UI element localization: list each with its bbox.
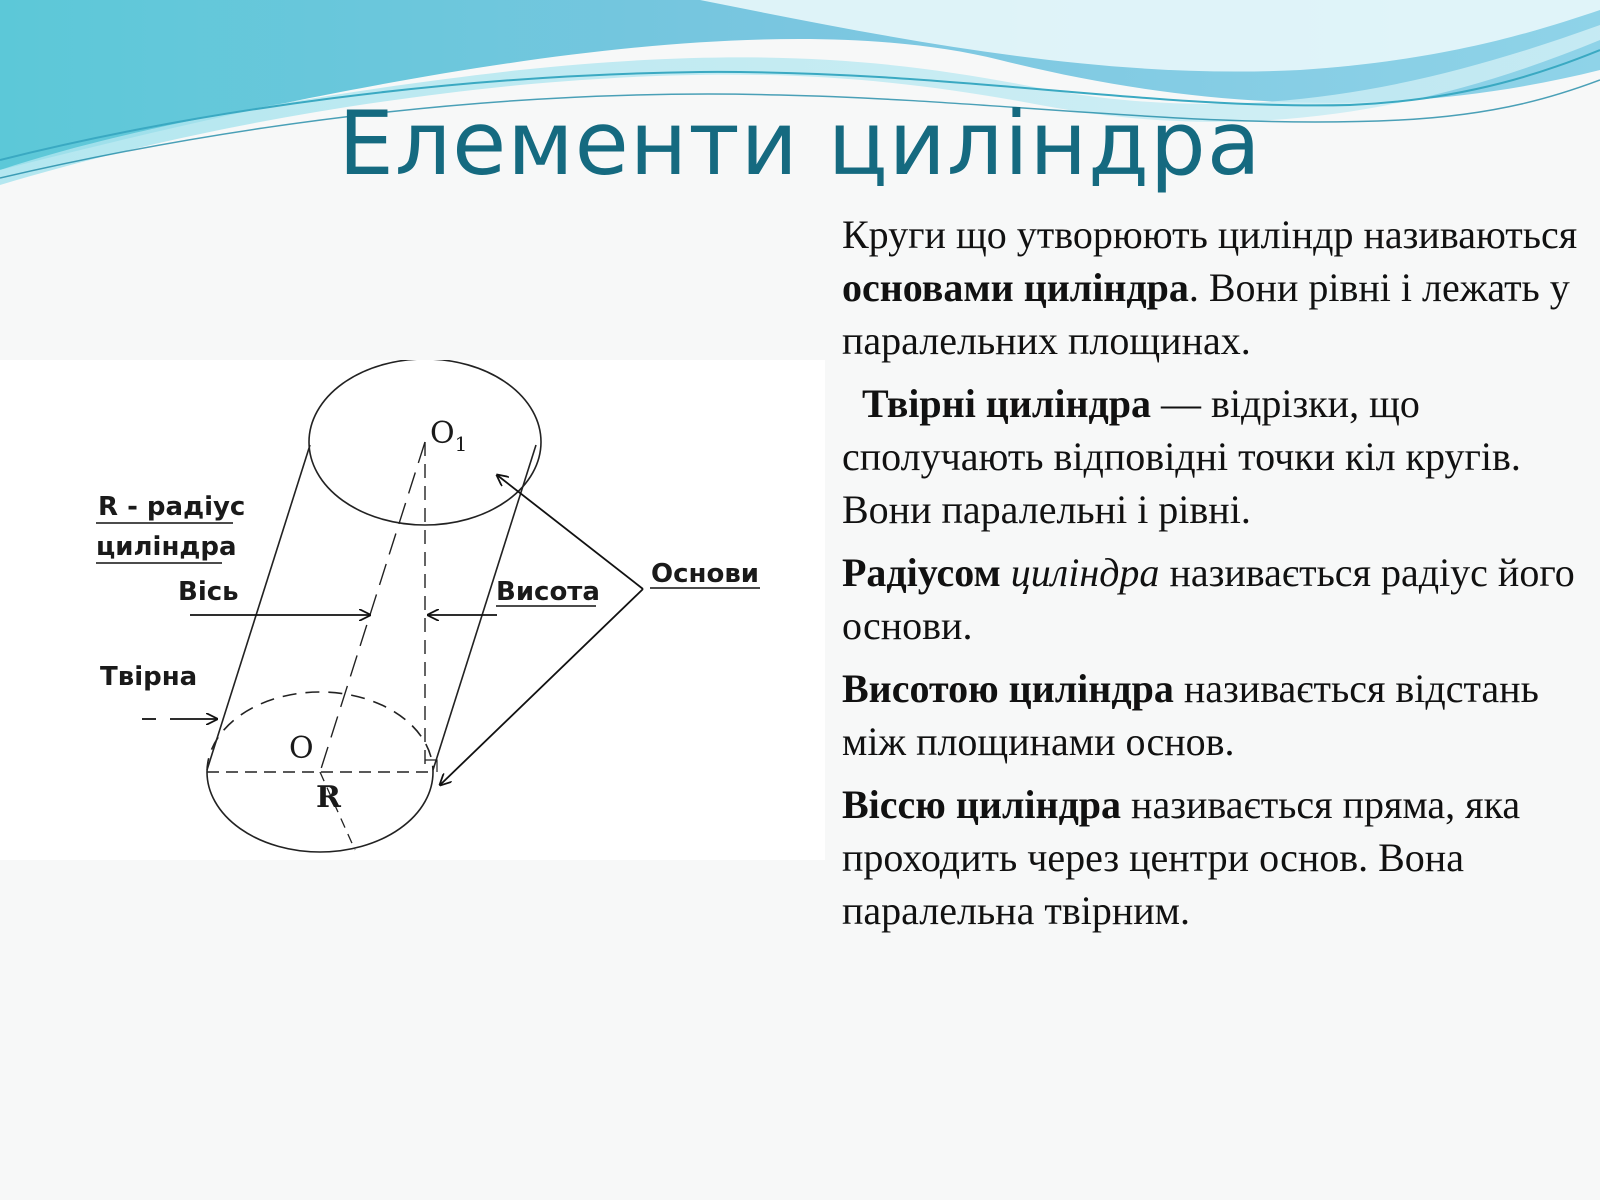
bottom-base-back-arc — [207, 692, 433, 772]
axis-line — [320, 442, 425, 772]
radius-mark-label: R — [316, 780, 341, 815]
radius-label-line1: R - радіус — [98, 492, 246, 522]
cylinder-diagram — [0, 360, 825, 860]
bottom-center-label: O — [289, 731, 314, 766]
bases-arrow-bottom — [440, 589, 643, 785]
axis-label: Вісь — [178, 577, 239, 607]
bases-label: Основи — [651, 559, 760, 589]
generator-label: Твірна — [100, 662, 198, 692]
cylinder-diagram-panel — [0, 360, 825, 860]
radius-definition: Радіусом циліндра називається радіус його основи. — [842, 550, 1575, 648]
bases-definition: Круги що утворюють циліндр називаються основами циліндра. Вони рівні і лежать у паралельних площинах. — [842, 212, 1578, 363]
height-definition: Висотою циліндра називається відстань між площинами основ. — [842, 666, 1539, 764]
top-center-label: $O_1$ — [430, 416, 468, 456]
definitions-text — [842, 208, 1587, 947]
generators-definition: Твірні циліндра — відрізки, що сполучають відповідні точки кіл кругів. Вони паралельні і рівні. — [842, 381, 1521, 532]
bases-arrow-top — [497, 475, 643, 589]
radius-label-line2: циліндра — [96, 532, 237, 562]
height-label: Висота — [496, 577, 600, 607]
page-title: Елементи циліндра — [338, 92, 1262, 195]
axis-definition: Віссю циліндра називається пряма, яка проходить через центри основ. Вона паралельна твірним. — [842, 782, 1521, 933]
